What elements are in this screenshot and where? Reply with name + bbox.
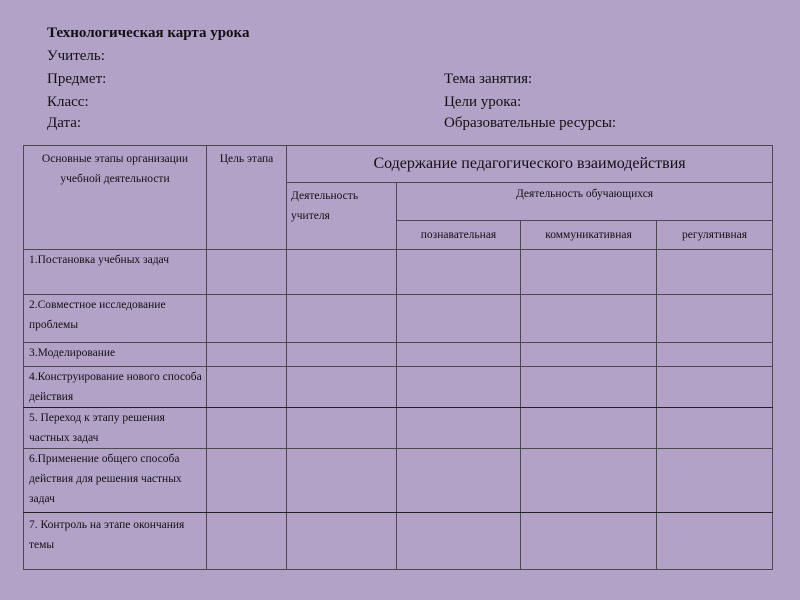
table-cell: [657, 449, 773, 513]
table-row: [24, 367, 773, 408]
header-regulatory: регулятивная: [657, 221, 773, 250]
table-row: [24, 408, 773, 449]
page-title: Технологическая карта урока: [47, 25, 250, 41]
table-cell: [657, 513, 773, 570]
header-cognitive: познавательная: [397, 221, 521, 250]
header-teacher-activity: Деятельность учителя: [287, 183, 397, 250]
header-goal: Цель этапа: [207, 146, 287, 250]
header-communicative: коммуникативная: [521, 221, 657, 250]
stage-label: 1.Постановка учебных задач: [24, 250, 207, 295]
table-cell: [207, 513, 287, 570]
table-cell: [657, 250, 773, 295]
table-cell: [287, 449, 397, 513]
table-cell: [287, 343, 397, 367]
table-cell: [287, 367, 397, 408]
table-cell: [657, 295, 773, 343]
stage-label: 6.Применение общего способа действия для решения частных задач: [24, 449, 207, 513]
table-cell: [397, 250, 521, 295]
lesson-goals-label: Цели урока:: [444, 94, 522, 110]
header-student-activity: Деятельность обучающихся: [397, 183, 773, 221]
table-row: [24, 513, 773, 570]
grade-label: Класс:: [47, 94, 89, 110]
table-cell: [397, 295, 521, 343]
table-cell: [207, 250, 287, 295]
table-cell: [207, 408, 287, 449]
table-cell: [521, 343, 657, 367]
table-cell: [397, 449, 521, 513]
table-cell: [657, 408, 773, 449]
table-cell: [287, 295, 397, 343]
table-row: [24, 250, 773, 295]
header-stages: Основные этапы организации учебной деятельности: [24, 146, 207, 250]
table-cell: [657, 343, 773, 367]
lesson-topic-label: Тема занятия:: [444, 71, 533, 87]
table-row: [24, 449, 773, 513]
table-cell: [287, 408, 397, 449]
date-label: Дата:: [47, 115, 82, 131]
table-cell: [521, 250, 657, 295]
table-cell: [521, 513, 657, 570]
header-content: Содержание педагогического взаимодействия: [287, 146, 773, 183]
table-cell: [207, 449, 287, 513]
table-cell: [207, 343, 287, 367]
subject-label: Предмет:: [47, 71, 107, 87]
table-cell: [521, 449, 657, 513]
table-cell: [207, 367, 287, 408]
table-cell: [207, 295, 287, 343]
table-cell: [287, 250, 397, 295]
resources-label: Образовательные ресурсы:: [444, 115, 617, 131]
table-cell: [397, 408, 521, 449]
table-cell: [521, 367, 657, 408]
stage-label: 4.Конструирование нового способа действия: [24, 367, 207, 408]
table-row: [24, 295, 773, 343]
table-cell: [521, 408, 657, 449]
stage-label: 7. Контроль на этапе окончания темы: [24, 513, 207, 570]
table-cell: [521, 295, 657, 343]
lesson-plan-table: [23, 145, 773, 570]
table-cell: [657, 367, 773, 408]
stage-label: 2.Совместное исследование проблемы: [24, 295, 207, 343]
teacher-label: Учитель:: [47, 48, 105, 64]
stage-label: 3.Моделирование: [24, 343, 207, 367]
table-cell: [397, 343, 521, 367]
stage-label: 5. Переход к этапу решения частных задач: [24, 408, 207, 449]
table-cell: [287, 513, 397, 570]
table-cell: [397, 513, 521, 570]
table-cell: [397, 367, 521, 408]
table-row: [24, 343, 773, 367]
